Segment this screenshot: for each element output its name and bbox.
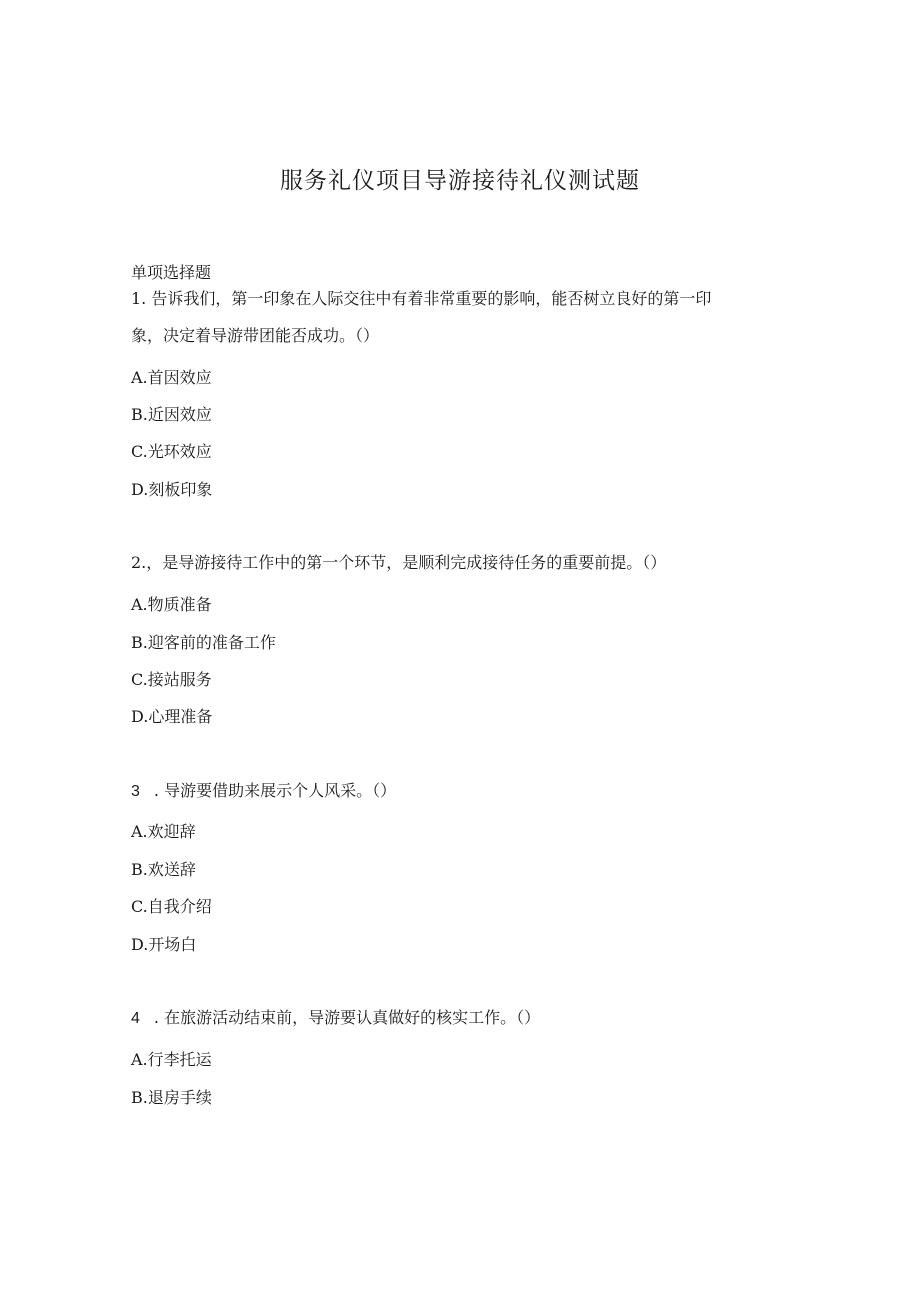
question-4-option-b: B.退房手续 [131, 1088, 212, 1107]
question-1-line-1: 1. 告诉我们，第一印象在人际交往中有着非常重要的影响，能否树立良好的第一印 [131, 289, 712, 308]
question-3-number: 3 [131, 783, 140, 800]
question-2-option-c: C.接站服务 [131, 670, 212, 689]
question-1-option-c: C.光环效应 [131, 442, 212, 461]
document-title: 服务礼仪项目导游接待礼仪测试题 [280, 168, 640, 194]
question-1-line-2: 象，决定着导游带团能否成功。（） [131, 326, 380, 345]
question-3-option-a: A.欢迎辞 [131, 822, 196, 841]
question-4-line-1 [131, 1007, 540, 1030]
question-3-text: . 导游要借助来展示个人风采。（） [153, 781, 397, 800]
question-1-option-d: D.刻板印象 [131, 480, 213, 499]
question-1-option-a: A.首因效应 [131, 368, 212, 387]
question-3-option-d: D.开场白 [131, 935, 197, 954]
question-3-line-1 [131, 780, 396, 803]
question-4-number: 4 [131, 1010, 140, 1027]
question-2-option-b: B.迎客前的准备工作 [131, 633, 276, 652]
question-1-option-b: B.近因效应 [131, 405, 212, 424]
section-heading: 单项选择题 [131, 263, 212, 282]
question-4-option-a: A.行李托运 [131, 1050, 212, 1069]
question-3-option-c: C.自我介绍 [131, 897, 212, 916]
question-4-text: . 在旅游活动结束前，导游要认真做好的核实工作。（） [153, 1008, 541, 1027]
question-2-option-d: D.心理准备 [131, 707, 213, 726]
question-3-option-b: B.欢送辞 [131, 860, 196, 879]
question-2-line-1: 2.，是导游接待工作中的第一个环节，是顺利完成接待任务的重要前提。（） [131, 553, 667, 572]
question-2-option-a: A.物质准备 [131, 595, 212, 614]
